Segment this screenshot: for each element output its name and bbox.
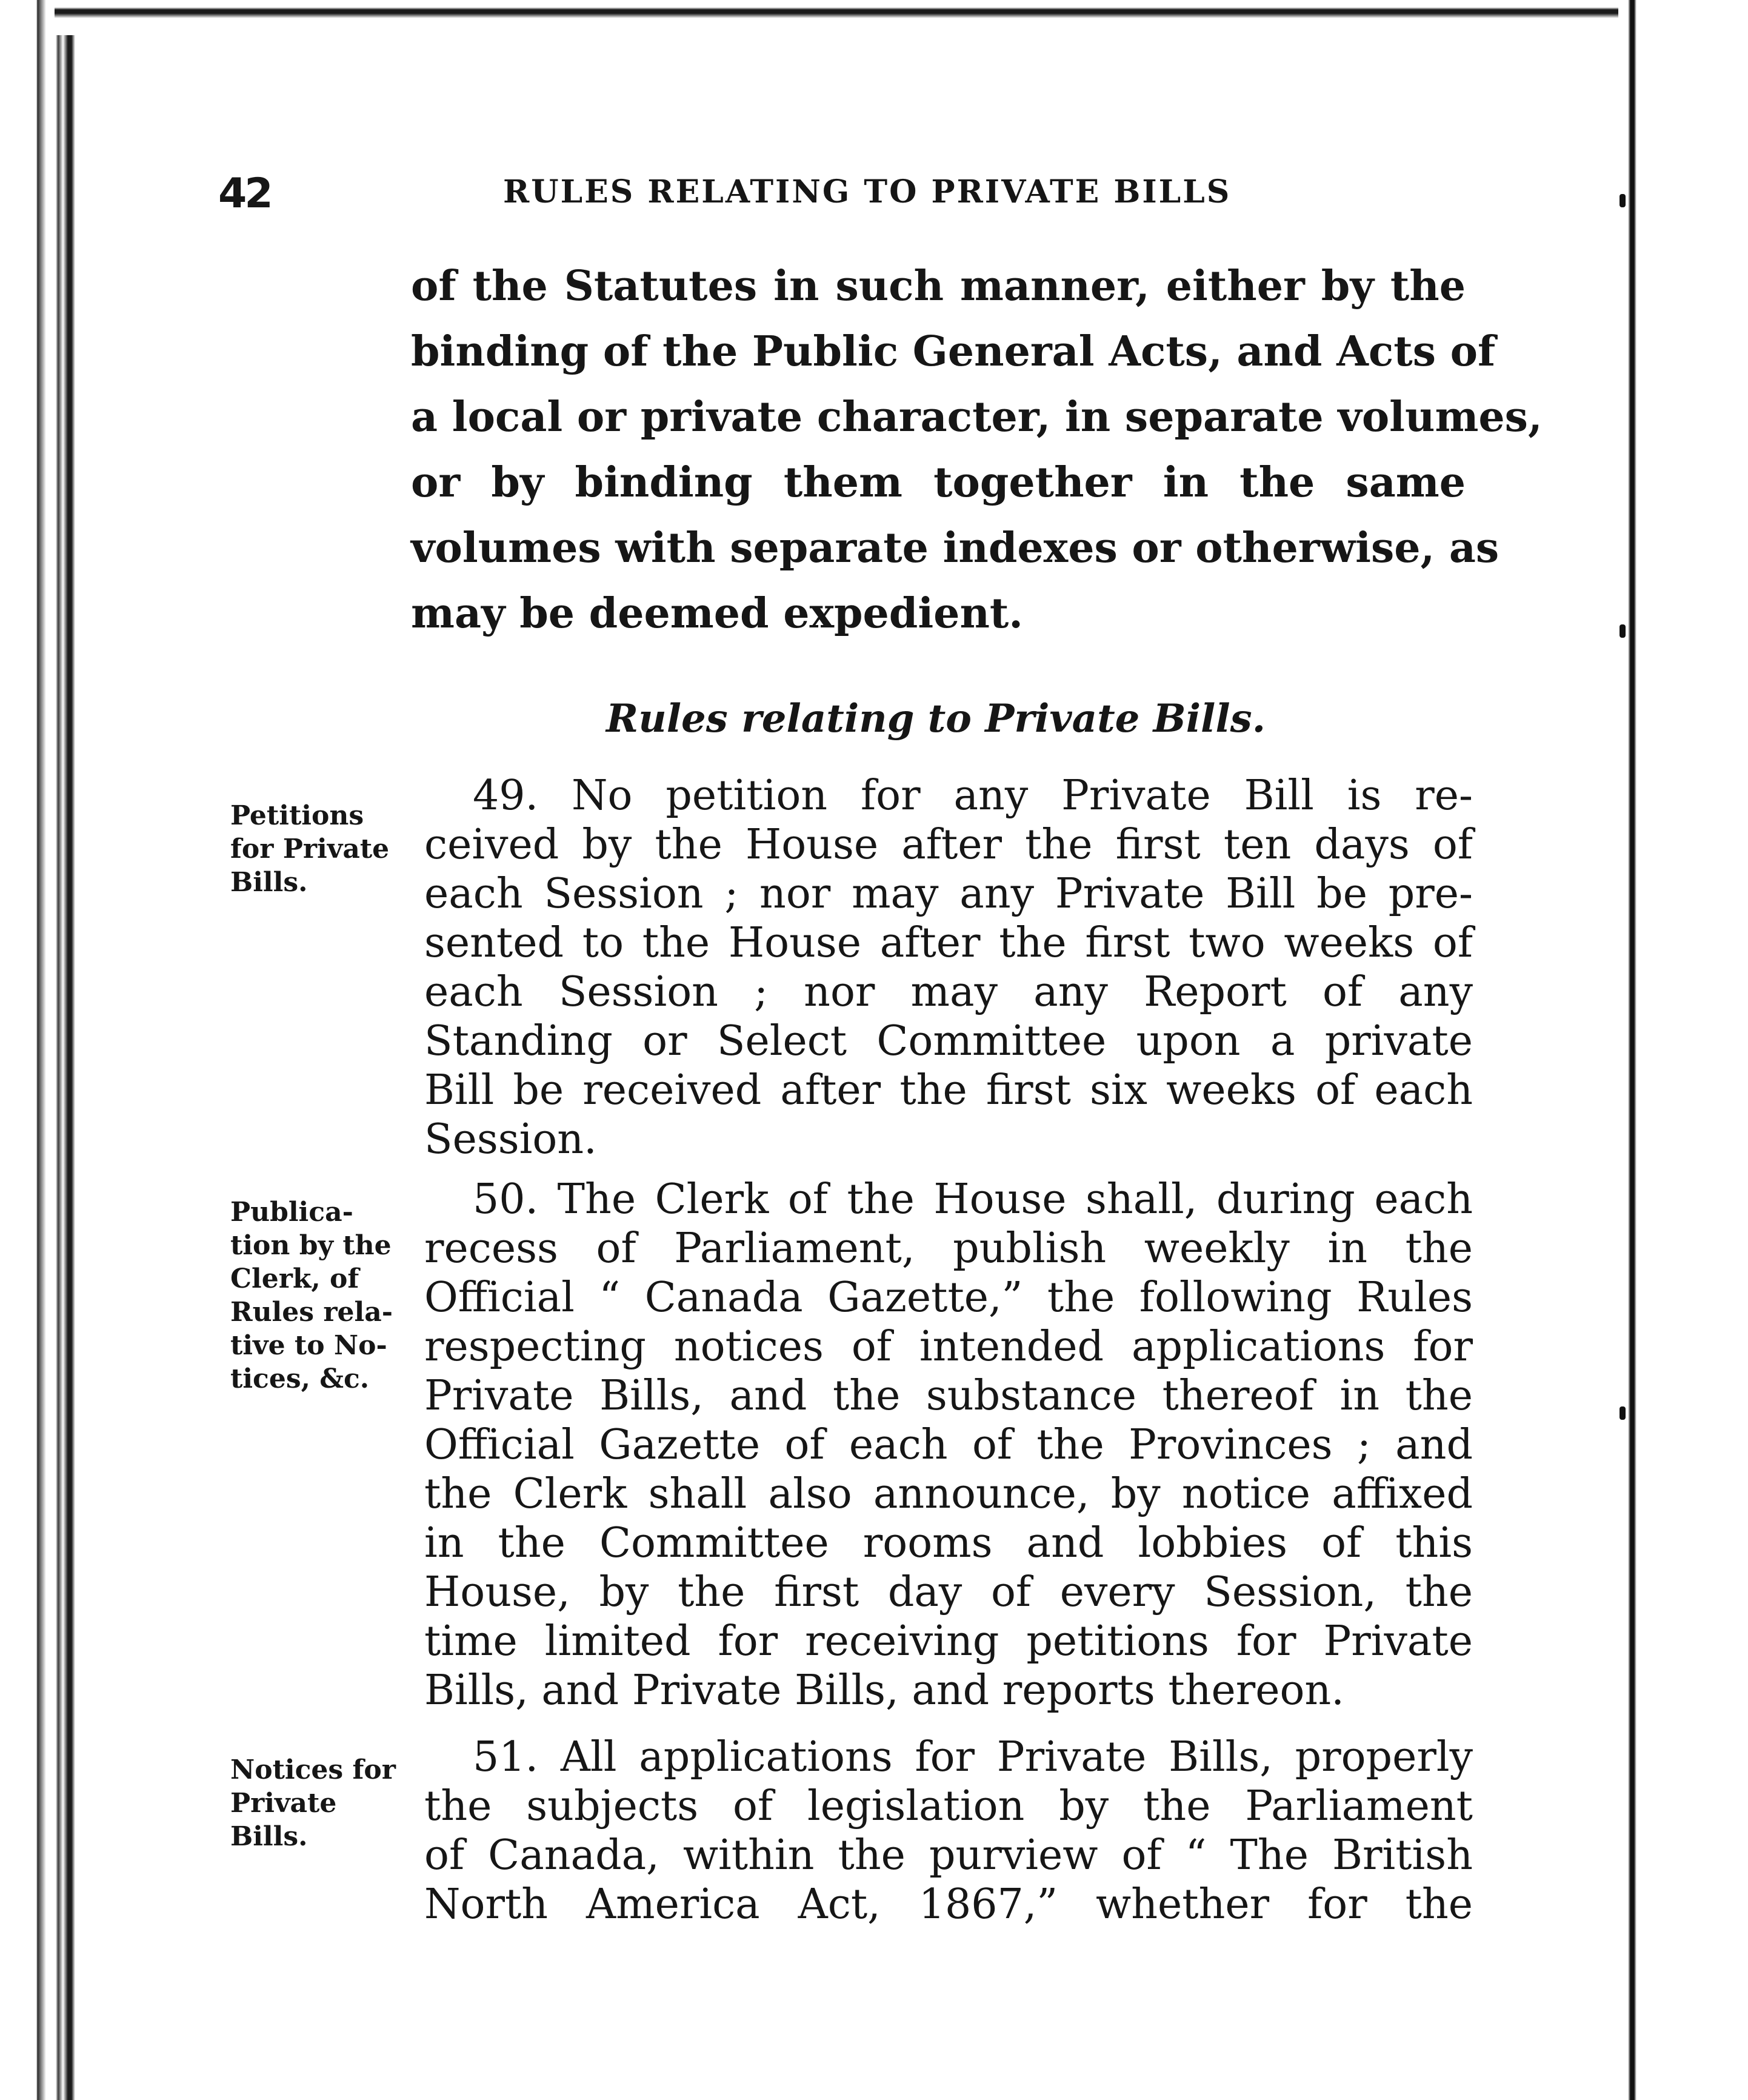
text-line: 50. The Clerk of the House shall, during each [473, 1175, 1473, 1223]
rule-49-paragraph [424, 771, 1473, 1164]
text-line: each Session ; nor may any Report of any [424, 968, 1473, 1016]
text-line: respecting notices of intended applications for [424, 1323, 1473, 1371]
text-line: Bill be received after the first six weeks of each [424, 1066, 1473, 1114]
running-head [218, 170, 1321, 224]
margin-note-rule-49: Petitions for Private Bills. [230, 800, 390, 898]
rule-51-paragraph [424, 1733, 1473, 1929]
section-heading: Rules relating to Private Bills. [606, 696, 1266, 741]
text-line: 51. All applications for Private Bills, properly [473, 1733, 1473, 1781]
text-line: Private Bills, and the substance thereof in the [424, 1372, 1473, 1420]
text-line: of the Statutes in such manner, either by the [411, 262, 1466, 310]
text-line: binding of the Public General Acts, and Acts of [411, 327, 1496, 376]
text-line: Official Gazette of each of the Provinces ; and [424, 1421, 1473, 1469]
text-line: volumes with separate indexes or otherwise, as [411, 524, 1499, 572]
text-line: may be deemed expedient. [411, 589, 1023, 638]
text-line: sented to the House after the first two weeks of [424, 919, 1473, 967]
text-line: the Clerk shall also announce, by notice affixed [424, 1470, 1473, 1518]
text-line: recess of Parliament, publish weekly in the [424, 1225, 1473, 1272]
text-line: in the Committee rooms and lobbies of this [424, 1519, 1473, 1567]
margin-note-rule-51: Notices for Private Bills. [230, 1754, 396, 1852]
rule-50-paragraph [424, 1175, 1473, 1715]
text-line: 49. No petition for any Private Bill is re- [473, 772, 1473, 820]
page-top-edge [55, 0, 1630, 35]
text-line: Official “ Canada Gazette,” the following Rules [424, 1274, 1473, 1322]
text-line: of Canada, within the purview of “ The British [424, 1831, 1473, 1879]
text-line: House, by the first day of every Session, the [424, 1568, 1473, 1616]
book-spine-edge [0, 0, 91, 2100]
text-line: a local or private character, in separate volumes, [411, 393, 1543, 441]
text-line: time limited for receiving petitions for Private [424, 1617, 1473, 1665]
running-title: RULES RELATING TO PRIVATE BILLS [503, 173, 1232, 210]
text-line: or by binding them together in the same [411, 458, 1466, 507]
text-line: Bills, and Private Bills, and reports thereon. [424, 1667, 1344, 1714]
text-line: Session. [424, 1115, 597, 1163]
page-right-edge [1618, 0, 1643, 2100]
text-line: North America Act, 1867,” whether for the [424, 1881, 1473, 1928]
text-line: the subjects of legislation by the Parliament [424, 1782, 1473, 1830]
text-line: ceived by the House after the first ten days of [424, 821, 1473, 869]
text-line: each Session ; nor may any Private Bill be pre- [424, 870, 1473, 918]
margin-note-rule-50: Publica- tion by the Clerk, of Rules rela- tive to No- tices, &c. [230, 1197, 393, 1394]
text-line: Standing or Select Committee upon a private [424, 1017, 1473, 1065]
page-number: 42 [218, 170, 271, 218]
intro-paragraph [411, 253, 1543, 646]
